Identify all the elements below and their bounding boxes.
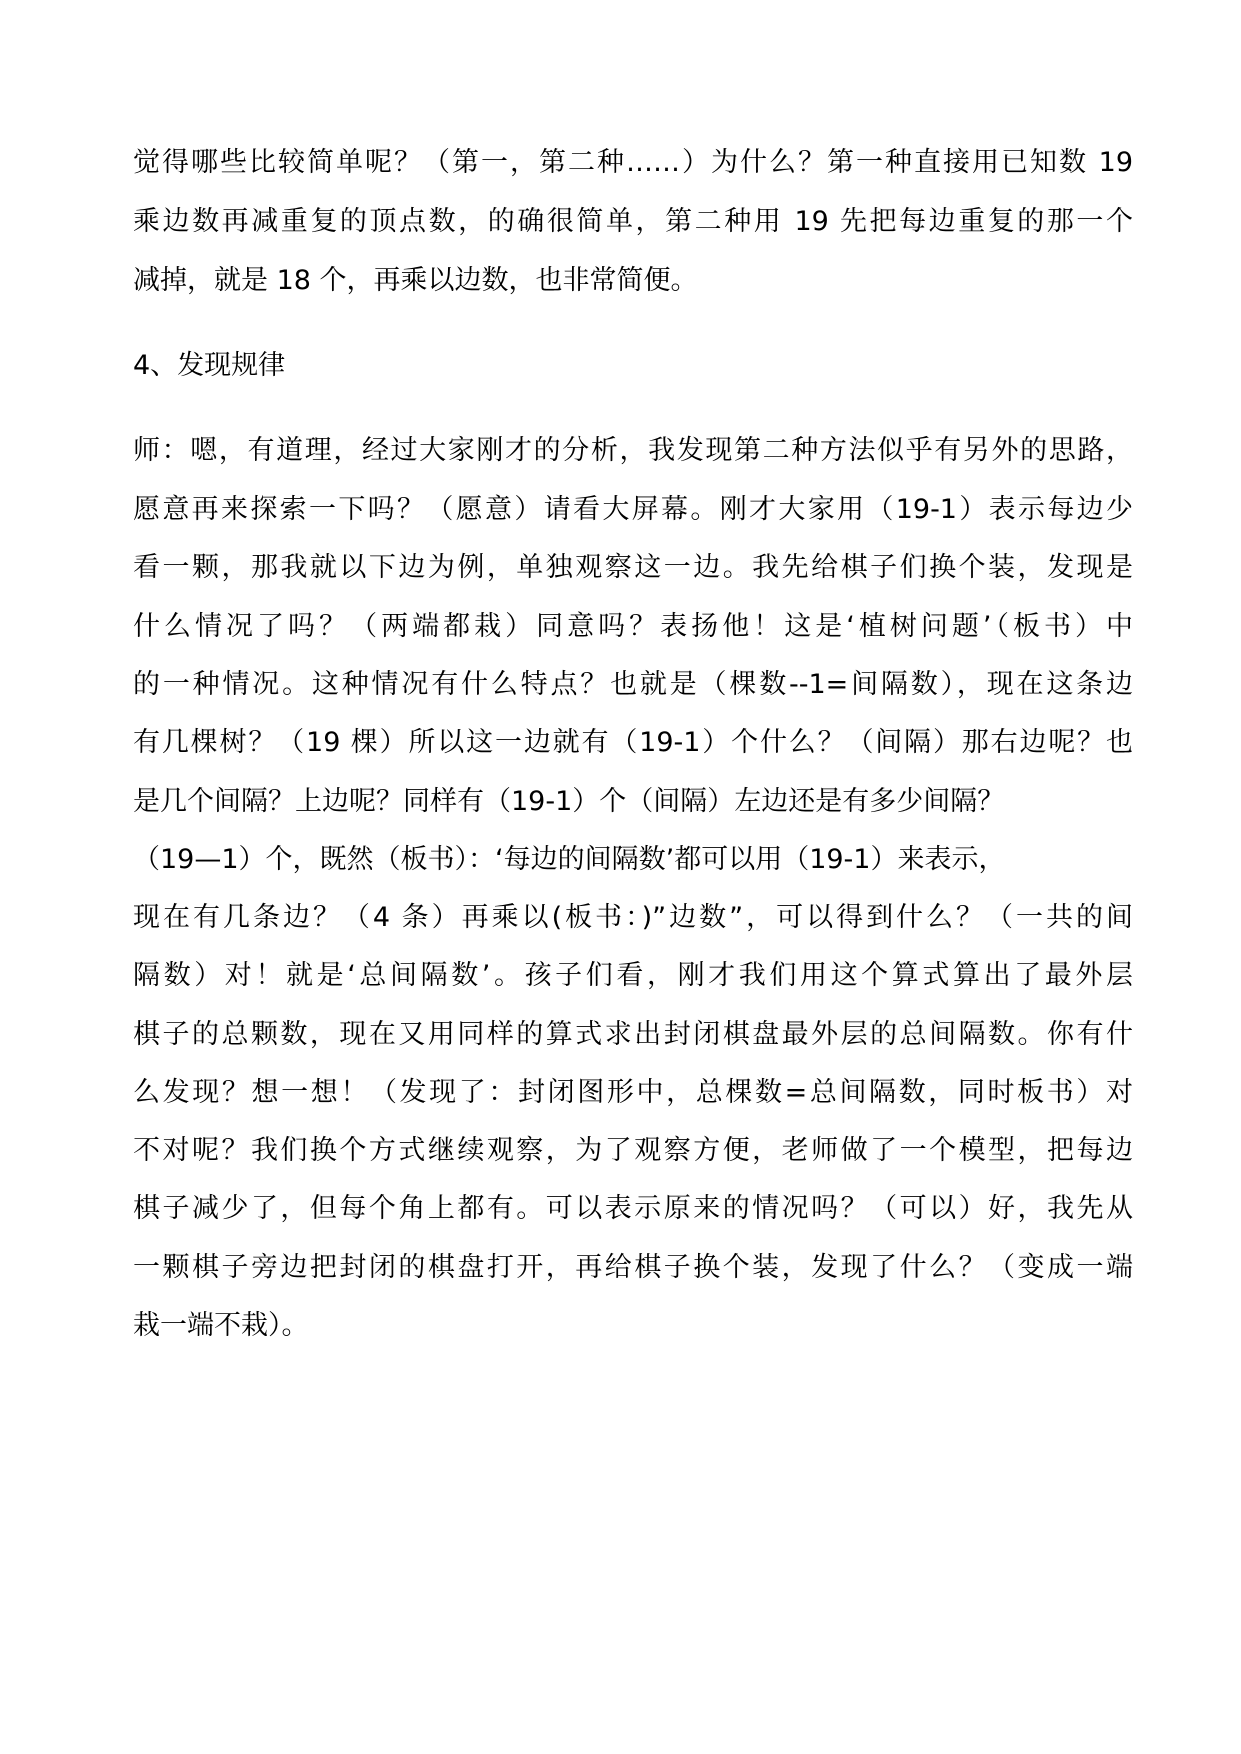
paragraph-2-line-12: 么发现？想一想！（发现了：封闭图形中，总棵数=总间隔数，同时板书）对 bbox=[133, 1077, 1133, 1108]
paragraph-2-line-13: 不对呢？我们换个方式继续观察，为了观察方便，老师做了一个模型，把每边 bbox=[133, 1135, 1133, 1166]
section-heading: 4、发现规律 bbox=[133, 350, 286, 381]
paragraph-2-line-15: 一颗棋子旁边把封闭的棋盘打开，再给棋子换个装，发现了什么？（变成一端 bbox=[133, 1252, 1133, 1283]
paragraph-2-line-3: 看一颗，那我就以下边为例，单独观察这一边。我先给棋子们换个装，发现是 bbox=[133, 552, 1133, 583]
paragraph-2-line-9: 现在有几条边？（4 条）再乘以(板书：)”边数”，可以得到什么？（一共的间 bbox=[133, 902, 1133, 933]
paragraph-2-line-10: 隔数）对！就是‘总间隔数’。孩子们看，刚才我们用这个算式算出了最外层 bbox=[133, 960, 1133, 991]
paragraph-2-line-1: 师：嗯，有道理，经过大家刚才的分析，我发现第二种方法似乎有另外的思路， bbox=[133, 435, 1133, 466]
paragraph-2-line-14: 棋子减少了，但每个角上都有。可以表示原来的情况吗？（可以）好，我先从 bbox=[133, 1193, 1133, 1224]
paragraph-2-line-4: 什么情况了吗？（两端都栽）同意吗？表扬他！这是‘植树问题’（板书）中 bbox=[133, 611, 1133, 642]
paragraph-2-line-7: 是几个间隔？上边呢？同样有（19-1）个（间隔）左边还是有多少间隔？ bbox=[133, 786, 1005, 817]
paragraph-1-line-2: 乘边数再减重复的顶点数，的确很简单，第二种用 19 先把每边重复的那一个 bbox=[133, 206, 1133, 237]
paragraph-2-line-11: 棋子的总颗数，现在又用同样的算式求出封闭棋盘最外层的总间隔数。你有什 bbox=[133, 1019, 1133, 1050]
paragraph-1-line-1: 觉得哪些比较简单呢？（第一，第二种……）为什么？第一种直接用已知数 19 bbox=[133, 147, 1133, 178]
paragraph-2-line-6: 有几棵树？（19 棵）所以这一边就有（19-1）个什么？（间隔）那右边呢？也 bbox=[133, 727, 1133, 758]
paragraph-2-line-8: （19—1）个，既然（板书）：‘每边的间隔数’都可以用（19-1）来表示， bbox=[133, 844, 1006, 875]
paragraph-2-line-2: 愿意再来探索一下吗？（愿意）请看大屏幕。刚才大家用（19-1）表示每边少 bbox=[133, 494, 1133, 525]
paragraph-2-line-5: 的一种情况。这种情况有什么特点？也就是（棵数--1=间隔数），现在这条边 bbox=[133, 669, 1133, 700]
paragraph-1-line-3: 减掉，就是 18 个，再乘以边数，也非常简便。 bbox=[133, 265, 698, 296]
paragraph-2-line-16: 栽一端不栽）。 bbox=[133, 1310, 309, 1341]
